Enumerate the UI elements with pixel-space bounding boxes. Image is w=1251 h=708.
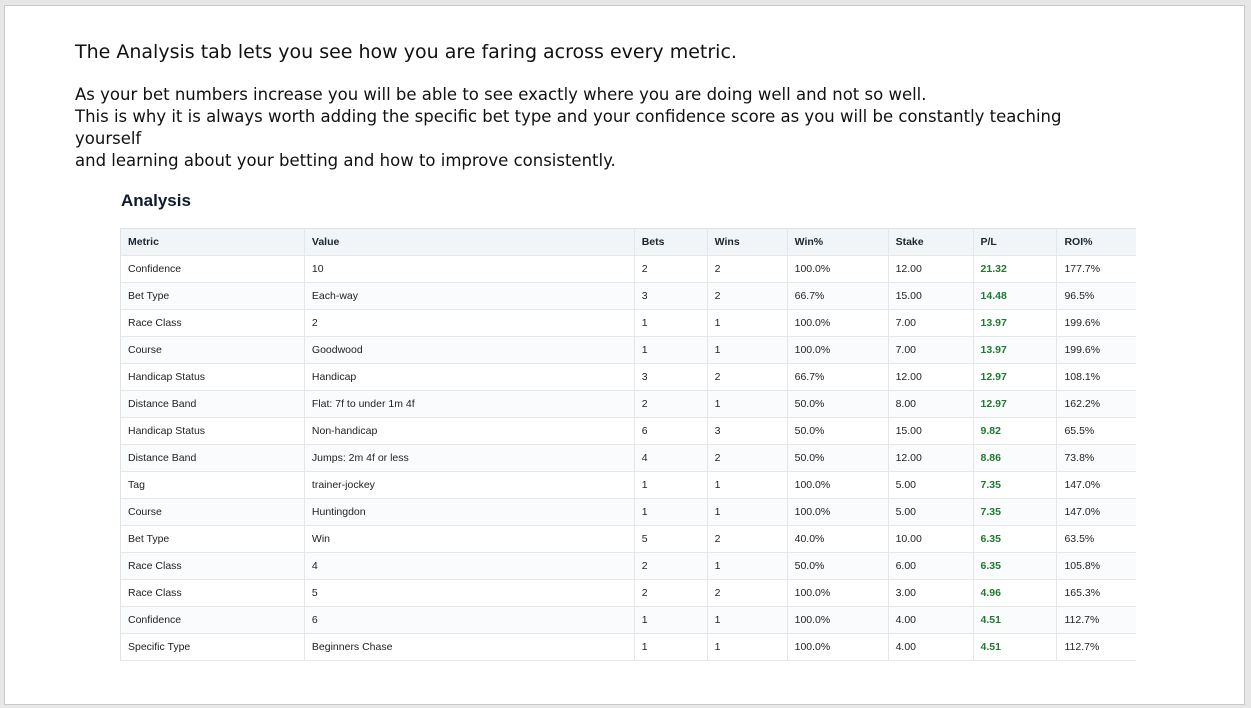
- column-header-value[interactable]: Value: [304, 229, 634, 256]
- table-row: [121, 364, 1137, 391]
- cell-stake: 15.00: [888, 283, 973, 310]
- intro-line: and learning about your betting and how to improve consistently.: [75, 151, 616, 170]
- cell-bets: 1: [634, 607, 707, 634]
- table-row: [121, 418, 1137, 445]
- analysis-title: Analysis: [121, 191, 191, 210]
- cell-roi: 162.2%: [1057, 391, 1136, 418]
- cell-roi: 96.5%: [1057, 283, 1136, 310]
- intro-text-block: [75, 40, 1095, 172]
- cell-value: trainer-jockey: [304, 472, 634, 499]
- cell-wins: 1: [707, 553, 787, 580]
- table-body: [121, 256, 1137, 661]
- table-row: [121, 634, 1137, 661]
- cell-metric: Tag: [121, 472, 305, 499]
- cell-wins: 2: [707, 283, 787, 310]
- table-row: [121, 391, 1137, 418]
- cell-value: 5: [304, 580, 634, 607]
- cell-value: Win: [304, 526, 634, 553]
- cell-metric: Handicap Status: [121, 418, 305, 445]
- cell-value: Beginners Chase: [304, 634, 634, 661]
- cell-p-l: 8.86: [973, 445, 1057, 472]
- cell-bets: 2: [634, 580, 707, 607]
- cell-p-l: 7.35: [973, 472, 1057, 499]
- intro-line: As your bet numbers increase you will be able to see exactly where you are doing well and not so well.: [75, 85, 927, 104]
- cell-metric: Confidence: [121, 607, 305, 634]
- cell-win: 100.0%: [787, 634, 888, 661]
- table-row: [121, 526, 1137, 553]
- cell-metric: Course: [121, 337, 305, 364]
- column-header-stake[interactable]: Stake: [888, 229, 973, 256]
- cell-value: Jumps: 2m 4f or less: [304, 445, 634, 472]
- cell-win: 100.0%: [787, 580, 888, 607]
- table-row: [121, 445, 1137, 472]
- cell-wins: 2: [707, 364, 787, 391]
- cell-bets: 2: [634, 391, 707, 418]
- cell-stake: 15.00: [888, 418, 973, 445]
- cell-stake: 4.00: [888, 607, 973, 634]
- cell-wins: 1: [707, 337, 787, 364]
- cell-stake: 7.00: [888, 310, 973, 337]
- cell-bets: 6: [634, 418, 707, 445]
- cell-bets: 1: [634, 472, 707, 499]
- table-row: [121, 472, 1137, 499]
- table-row: [121, 607, 1137, 634]
- cell-stake: 8.00: [888, 391, 973, 418]
- cell-value: 2: [304, 310, 634, 337]
- cell-value: 6: [304, 607, 634, 634]
- cell-stake: 3.00: [888, 580, 973, 607]
- cell-stake: 5.00: [888, 499, 973, 526]
- cell-stake: 6.00: [888, 553, 973, 580]
- table-row: [121, 310, 1137, 337]
- cell-p-l: 4.96: [973, 580, 1057, 607]
- cell-value: Goodwood: [304, 337, 634, 364]
- cell-metric: Race Class: [121, 310, 305, 337]
- cell-win: 100.0%: [787, 499, 888, 526]
- cell-roi: 65.5%: [1057, 418, 1136, 445]
- column-header-bets[interactable]: Bets: [634, 229, 707, 256]
- cell-wins: 1: [707, 607, 787, 634]
- cell-stake: 7.00: [888, 337, 973, 364]
- cell-roi: 105.8%: [1057, 553, 1136, 580]
- cell-win: 50.0%: [787, 553, 888, 580]
- cell-win: 100.0%: [787, 607, 888, 634]
- cell-roi: 112.7%: [1057, 607, 1136, 634]
- cell-p-l: 14.48: [973, 283, 1057, 310]
- cell-metric: Bet Type: [121, 283, 305, 310]
- cell-bets: 2: [634, 553, 707, 580]
- cell-roi: 199.6%: [1057, 310, 1136, 337]
- cell-bets: 1: [634, 634, 707, 661]
- cell-stake: 10.00: [888, 526, 973, 553]
- cell-stake: 12.00: [888, 364, 973, 391]
- table-row: [121, 499, 1137, 526]
- cell-roi: 108.1%: [1057, 364, 1136, 391]
- cell-wins: 2: [707, 526, 787, 553]
- cell-roi: 199.6%: [1057, 337, 1136, 364]
- cell-wins: 1: [707, 472, 787, 499]
- column-header-p-l[interactable]: P/L: [973, 229, 1057, 256]
- cell-p-l: 6.35: [973, 553, 1057, 580]
- table-row: [121, 337, 1137, 364]
- cell-value: Non-handicap: [304, 418, 634, 445]
- cell-metric: Course: [121, 499, 305, 526]
- cell-win: 40.0%: [787, 526, 888, 553]
- cell-p-l: 7.35: [973, 499, 1057, 526]
- cell-metric: Race Class: [121, 553, 305, 580]
- cell-p-l: 13.97: [973, 310, 1057, 337]
- cell-wins: 2: [707, 445, 787, 472]
- cell-p-l: 12.97: [973, 364, 1057, 391]
- cell-value: Handicap: [304, 364, 634, 391]
- cell-metric: Race Class: [121, 580, 305, 607]
- cell-roi: 63.5%: [1057, 526, 1136, 553]
- cell-win: 50.0%: [787, 418, 888, 445]
- cell-win: 100.0%: [787, 337, 888, 364]
- intro-heading: The Analysis tab lets you see how you are faring across every metric.: [75, 41, 737, 63]
- cell-bets: 2: [634, 256, 707, 283]
- intro-line: This is why it is always worth adding the specific bet type and your confidence score as you will be constantly teaching yourself: [75, 107, 1062, 148]
- cell-win: 100.0%: [787, 256, 888, 283]
- cell-bets: 5: [634, 526, 707, 553]
- cell-wins: 1: [707, 391, 787, 418]
- cell-p-l: 13.97: [973, 337, 1057, 364]
- cell-bets: 3: [634, 364, 707, 391]
- cell-roi: 73.8%: [1057, 445, 1136, 472]
- cell-value: Huntingdon: [304, 499, 634, 526]
- cell-metric: Distance Band: [121, 391, 305, 418]
- cell-value: Each-way: [304, 283, 634, 310]
- slide-canvas: [4, 5, 1245, 705]
- cell-roi: 147.0%: [1057, 472, 1136, 499]
- cell-wins: 1: [707, 310, 787, 337]
- cell-p-l: 4.51: [973, 607, 1057, 634]
- cell-bets: 3: [634, 283, 707, 310]
- cell-metric: Handicap Status: [121, 364, 305, 391]
- cell-value: Flat: 7f to under 1m 4f: [304, 391, 634, 418]
- table-header-row: [121, 229, 1137, 256]
- cell-stake: 5.00: [888, 472, 973, 499]
- cell-p-l: 4.51: [973, 634, 1057, 661]
- cell-wins: 3: [707, 418, 787, 445]
- cell-p-l: 6.35: [973, 526, 1057, 553]
- table-row: [121, 256, 1137, 283]
- cell-metric: Specific Type: [121, 634, 305, 661]
- cell-win: 50.0%: [787, 445, 888, 472]
- cell-value: 10: [304, 256, 634, 283]
- cell-metric: Bet Type: [121, 526, 305, 553]
- cell-win: 66.7%: [787, 364, 888, 391]
- cell-roi: 165.3%: [1057, 580, 1136, 607]
- column-header-metric[interactable]: Metric: [121, 229, 305, 256]
- cell-wins: 2: [707, 580, 787, 607]
- table-row: [121, 283, 1137, 310]
- column-header-win[interactable]: Win%: [787, 229, 888, 256]
- column-header-roi[interactable]: ROI%: [1057, 229, 1136, 256]
- cell-win: 100.0%: [787, 310, 888, 337]
- table-row: [121, 580, 1137, 607]
- cell-win: 66.7%: [787, 283, 888, 310]
- cell-bets: 1: [634, 310, 707, 337]
- cell-win: 50.0%: [787, 391, 888, 418]
- cell-roi: 147.0%: [1057, 499, 1136, 526]
- cell-metric: Confidence: [121, 256, 305, 283]
- cell-p-l: 12.97: [973, 391, 1057, 418]
- cell-wins: 1: [707, 634, 787, 661]
- cell-wins: 2: [707, 256, 787, 283]
- cell-roi: 177.7%: [1057, 256, 1136, 283]
- cell-win: 100.0%: [787, 472, 888, 499]
- cell-bets: 1: [634, 499, 707, 526]
- cell-wins: 1: [707, 499, 787, 526]
- table-row: [121, 553, 1137, 580]
- column-header-wins[interactable]: Wins: [707, 229, 787, 256]
- cell-bets: 1: [634, 337, 707, 364]
- cell-p-l: 21.32: [973, 256, 1057, 283]
- cell-metric: Distance Band: [121, 445, 305, 472]
- analysis-table: [120, 228, 1136, 661]
- cell-roi: 112.7%: [1057, 634, 1136, 661]
- cell-stake: 12.00: [888, 445, 973, 472]
- analysis-panel: [120, 190, 1136, 661]
- cell-p-l: 9.82: [973, 418, 1057, 445]
- cell-stake: 4.00: [888, 634, 973, 661]
- intro-paragraph: [75, 84, 1095, 172]
- cell-bets: 4: [634, 445, 707, 472]
- cell-value: 4: [304, 553, 634, 580]
- cell-stake: 12.00: [888, 256, 973, 283]
